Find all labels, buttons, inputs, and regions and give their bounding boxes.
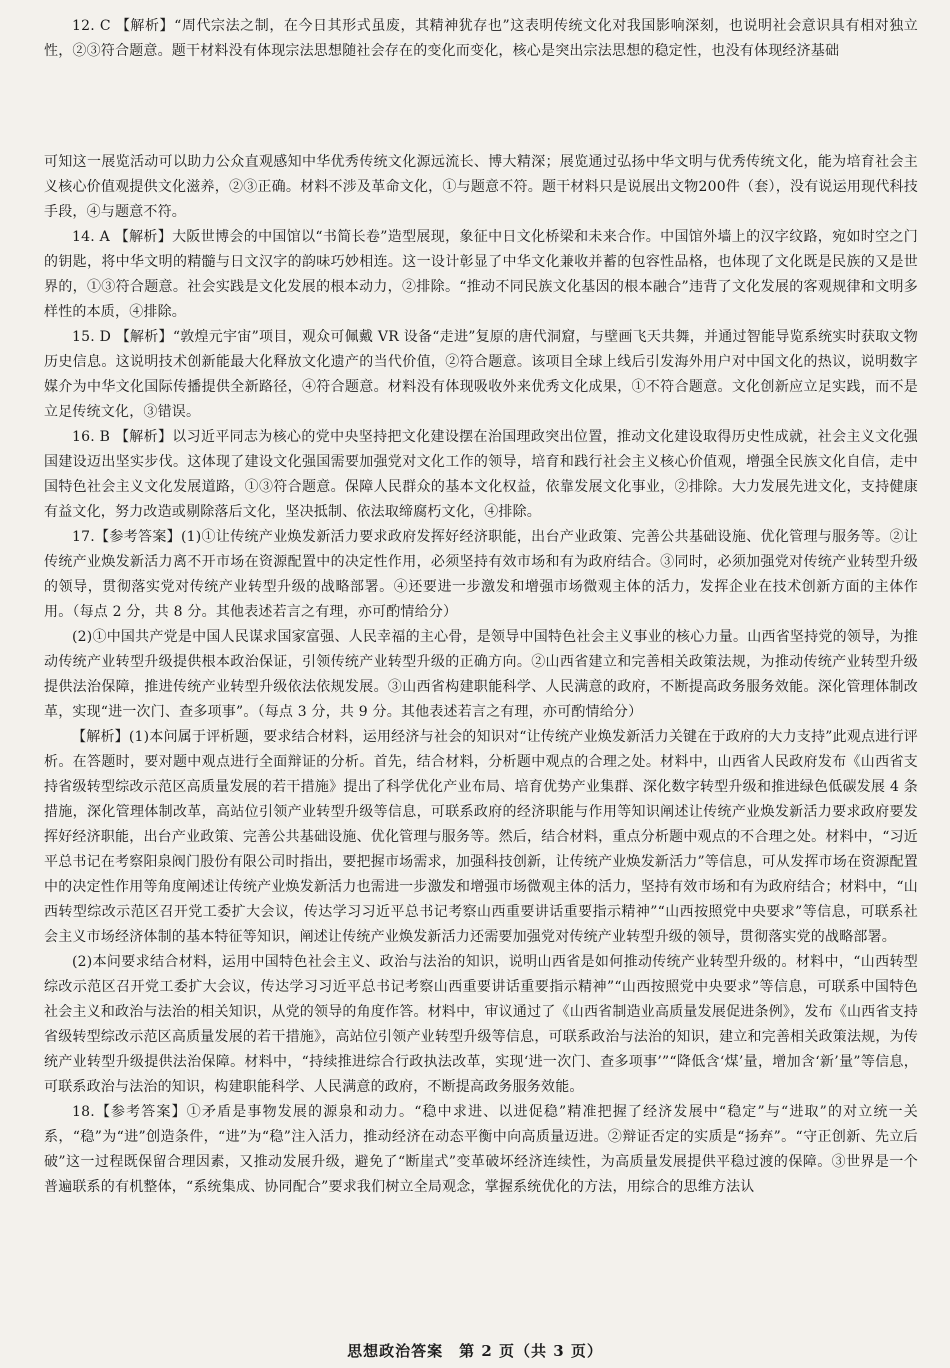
question-12-block: [44, 14, 918, 64]
question-17-answer-part2: (2)①中国共产党是中国人民谋求国家富强、人民幸福的主心骨，是领导中国特色社会主义事业的核心力量。山西省坚持党的领导，为推动传统产业转型升级提供根本政治保证，引领传统产业转型升级的正确方向。②山西省建立和完善相关政策法规，为推动传统产业转型升级提供法治保障，推进传统产业转型升级依法依规发展。③山西省构建职能科学、人民满意的政府，不断提高政务服务效能。深化管理体制改革，实现“进一次门、查多项事”。（每点 3 分，共 9 分。其他表述若言之有理，亦可酌情给分）: [44, 629, 918, 720]
question-14-analysis: 14. A 【解析】大阪世博会的中国馆以“书简长卷”造型展现，象征中日文化桥梁和未来合作。中国馆外墙上的汉字纹路，宛如时空之门的钥匙，将中华文明的精髓与日文汉字的韵味巧妙相连。这一设计彰显了中华文化兼收并蓄的包容性品格，也体现了文化既是民族的又是世界的，①③符合题意。社会实践是文化发展的根本动力，②排除。“推动不同民族文化基因的根本融合”违背了文化发展的客观规律和文明多样性的本质，④排除。: [44, 229, 918, 320]
question-17-analysis-part2: (2)本问要求结合材料，运用中国特色社会主义、政治与法治的知识，说明山西省是如何推动传统产业转型升级的。材料中，“山西转型综改示范区召开党工委扩大会议，传达学习习近平总书记考察山西重要讲话重要指示精神”“山西按照党中央要求”等信息，可联系中国特色社会主义和政治与法治的相关知识，从党的领导的角度作答。材料中，审议通过了《山西省制造业高质量发展促进条例》，发布《山西省支持省级转型综改示范区高质量发展的若干措施》，高站位引领产业转型升级等信息，可联系政治与法治的知识，建立和完善相关政策法规，为传统产业转型升级提供法治保障。材料中，“持续推进综合行政执法改革，实现‘进一次门、查多项事’”“降低含‘煤’量，增加含‘新’量”等信息，可联系政治与法治的知识，构建职能科学、人民满意的政府，不断提高政务服务效能。: [44, 954, 918, 1095]
question-13-analysis-tail: 可知这一展览活动可以助力公众直观感知中华优秀传统文化源远流长、博大精深；展览通过弘扬中华文明与优秀传统文化，能为培育社会主义核心价值观提供文化滋养，②③正确。材料不涉及革命文化，①与题意不符。题干材料只是说展出文物200件（套），没有说运用现代科技手段，④与题意不符。: [44, 154, 918, 220]
question-17-answer-part1: 17.【参考答案】(1)①让传统产业焕发新活力要求政府发挥好经济职能，出台产业政策、完善公共基础设施、优化管理与服务等。②让传统产业焕发新活力离不开市场在资源配置中的决定性作用，必须坚持有效市场和有为政府结合。③同时，必须加强党对传统产业转型升级的领导，贯彻落实党对传统产业转型升级的战略部署。④还要进一步激发和增强市场微观主体的活力，发挥企业在技术创新方面的主体作用。（每点 2 分，共 8 分。其他表述若言之有理，亦可酌情给分）: [44, 529, 918, 620]
question-17-analysis-part1: 【解析】(1)本问属于评析题，要求结合材料，运用经济与社会的知识对“让传统产业焕发新活力关键在于政府的大力支持”此观点进行评析。在答题时，要对题中观点进行全面辩证的分析。首先，结合材料，分析题中观点的合理之处。材料中，山西省人民政府发布《山西省支持省级转型综改示范区高质量发展的若干措施》提出了科学优化产业布局、培育优势产业集群、深化数字转型升级和推进绿色低碳发展 4 条措施，深化管理体制改革，高站位引领产业转型升级等信息，可联系政府的经济职能与作用等知识阐述让传统产业焕发新活力要求政府要发挥好经济职能，出台产业政策、完善公共基础设施、优化管理与服务等。然后，结合材料，重点分析题中观点的不合理之处。材料中，“习近平总书记在考察阳泉阀门股份有限公司时指出，要把握市场需求，加强科技创新，让传统产业焕发新活力”等信息，可从发挥市场在资源配置中的决定性作用等角度阐述让传统产业焕发新活力也需进一步激发和增强市场微观主体的活力，坚持有效市场和有为政府结合；材料中，“山西转型综改示范区召开党工委扩大会议，传达学习习近平总书记考察山西重要讲话重要指示精神”“山西按照党中央要求”等信息，可联系社会主义市场经济体制的基本特征等知识，阐述让传统产业焕发新活力还需要加强党对传统产业转型升级的领导，贯彻落实党的战略部署。: [44, 729, 918, 945]
question-15-analysis: 15. D 【解析】“敦煌元宇宙”项目，观众可佩戴 VR 设备“走进”复原的唐代洞窟，与壁画飞天共舞，并通过智能导览系统实时获取文物历史信息。这说明技术创新能最大化释放文化遗产的当代价值，②符合题意。该项目全球上线后引发海外用户对中国文化的热议，说明数字媒介为中华文化国际传播提供全新路径，④符合题意。材料没有体现吸收外来优秀文化成果，①不符合题意。文化创新应立足实践，而不是立足传统文化，③错误。: [44, 329, 918, 420]
answers-main-block: [44, 150, 918, 1200]
question-16-analysis: 16. B 【解析】以习近平同志为核心的党中央坚持把文化建设摆在治国理政突出位置，推动文化建设取得历史性成就，社会主义文化强国建设迈出坚实步伐。这体现了建设文化强国需要加强党对文化工作的领导，培育和践行社会主义核心价值观，增强全民族文化自信，走中国特色社会主义文化发展道路，①③符合题意。保障人民群众的基本文化权益，依靠发展文化事业，②排除。大力发展先进文化，支持健康有益文化，努力改造或剔除落后文化，坚决抵制、依法取缔腐朽文化，④排除。: [44, 429, 918, 520]
question-12-analysis: 12. C 【解析】“周代宗法之制，在今日其形式虽废，其精神犹存也”这表明传统文化对我国影响深刻，也说明社会意识具有相对独立性，②③符合题意。题干材料没有体现宗法思想随社会存在的变化而变化，核心是突出宗法思想的稳定性，也没有体现经济基础: [44, 18, 918, 59]
question-18-answer: 18.【参考答案】①矛盾是事物发展的源泉和动力。“稳中求进、以进促稳”精准把握了经济发展中“稳定”与“进取”的对立统一关系，“稳”为“进”创造条件，“进”为“稳”注入活力，推动经济在动态平衡中向高质量迈进。②辩证否定的实质是“扬弃”。“守正创新、先立后破”这一过程既保留合理因素，又推动发展升级，避免了“断崖式”变革破坏经济连续性，为高质量发展提供平稳过渡的保障。③世界是一个普遍联系的有机整体，“系统集成、协同配合”要求我们树立全局观念，掌握系统优化的方法，用综合的思维方法认: [44, 1104, 918, 1195]
page-footer: 思想政治答案 第 2 页（共 3 页）: [347, 1342, 603, 1360]
